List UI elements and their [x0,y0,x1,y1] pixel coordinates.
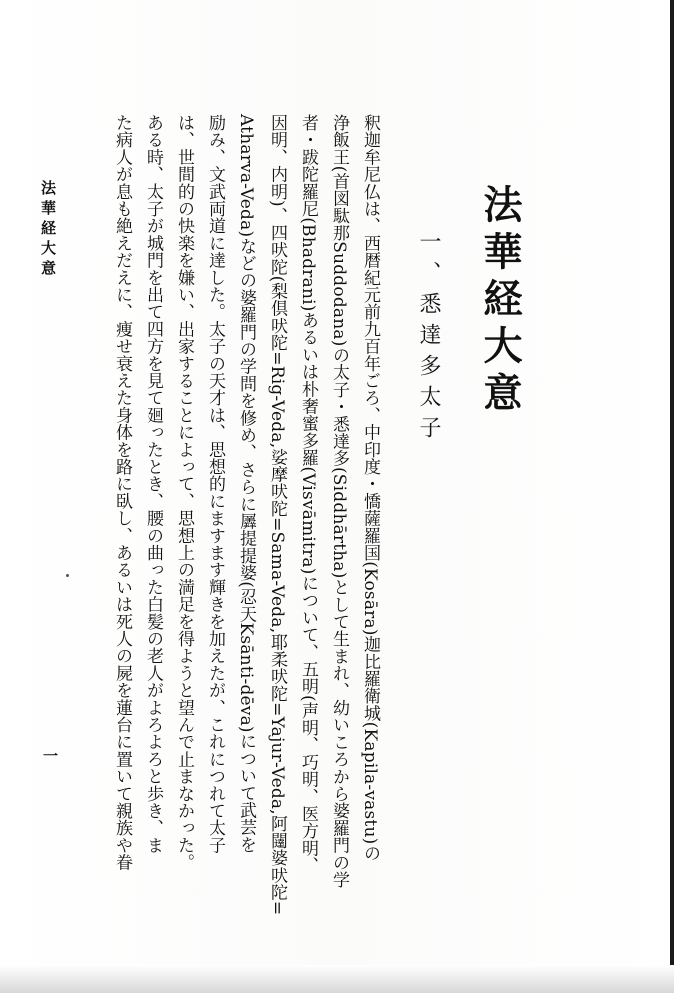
body-column-2: 浄飯王(首図駄那Suddodana)の太子・悉達多(Siddhārtha)として生まれ、幼いころから婆羅門の学 [329,114,349,889]
body-column-4: 因明、内明)、四吠陀(梨倶吠陀=Rig-Veda,娑摩吠陀=Sama-Veda,耶柔吠陀=Yajur-Veda,阿闥婆吠陀= [267,114,287,916]
section-heading: 一、悉達多太子 [416,230,441,447]
body-column-5: Atharva-Veda)などの婆羅門の学問を修め、さらに羼提提婆(忍天Ksānti-dēva)について武芸を [236,114,256,854]
body-column-3: 者・跋陀羅尼(Bhadrani)あるいは朴奢蜜多羅(Visvāmitra)について、五明(声明、巧明、医方明、 [298,114,318,874]
page-number: 一 [41,748,59,763]
body-column-1: 釈迦牟尼仏は、西暦紀元前九百年ごろ、中印度・憍薩羅国(Kosāra)迦比羅衛城(Kapila-vastu)の [360,114,380,862]
page-edge [670,0,674,993]
running-head: 法華経大意 [39,180,57,280]
body-column-6: 励み、文武両道に達した。太子の天才は、思想的にますます輝きを加えたが、これにつれて太子 [205,114,225,854]
page-shadow [0,965,674,993]
body-column-8: ある時、太子が城門を出て四方を見て廻ったとき、腰の曲った白髪の老人がよろよろと歩き、ま [143,114,163,854]
print-speck [66,574,69,577]
body-column-7: は、世間的の快楽を嫌い、出家することによって、思想上の満足を得ようと望んで止まなかった。 [174,114,194,871]
body-column-9: た病人が息も絶えだえに、痩せ衰えた身体を路に臥し、あるいは死人の屍を蓮台に置いて親族や眷 [112,114,132,871]
chapter-title: 法華経大意 [477,184,523,419]
